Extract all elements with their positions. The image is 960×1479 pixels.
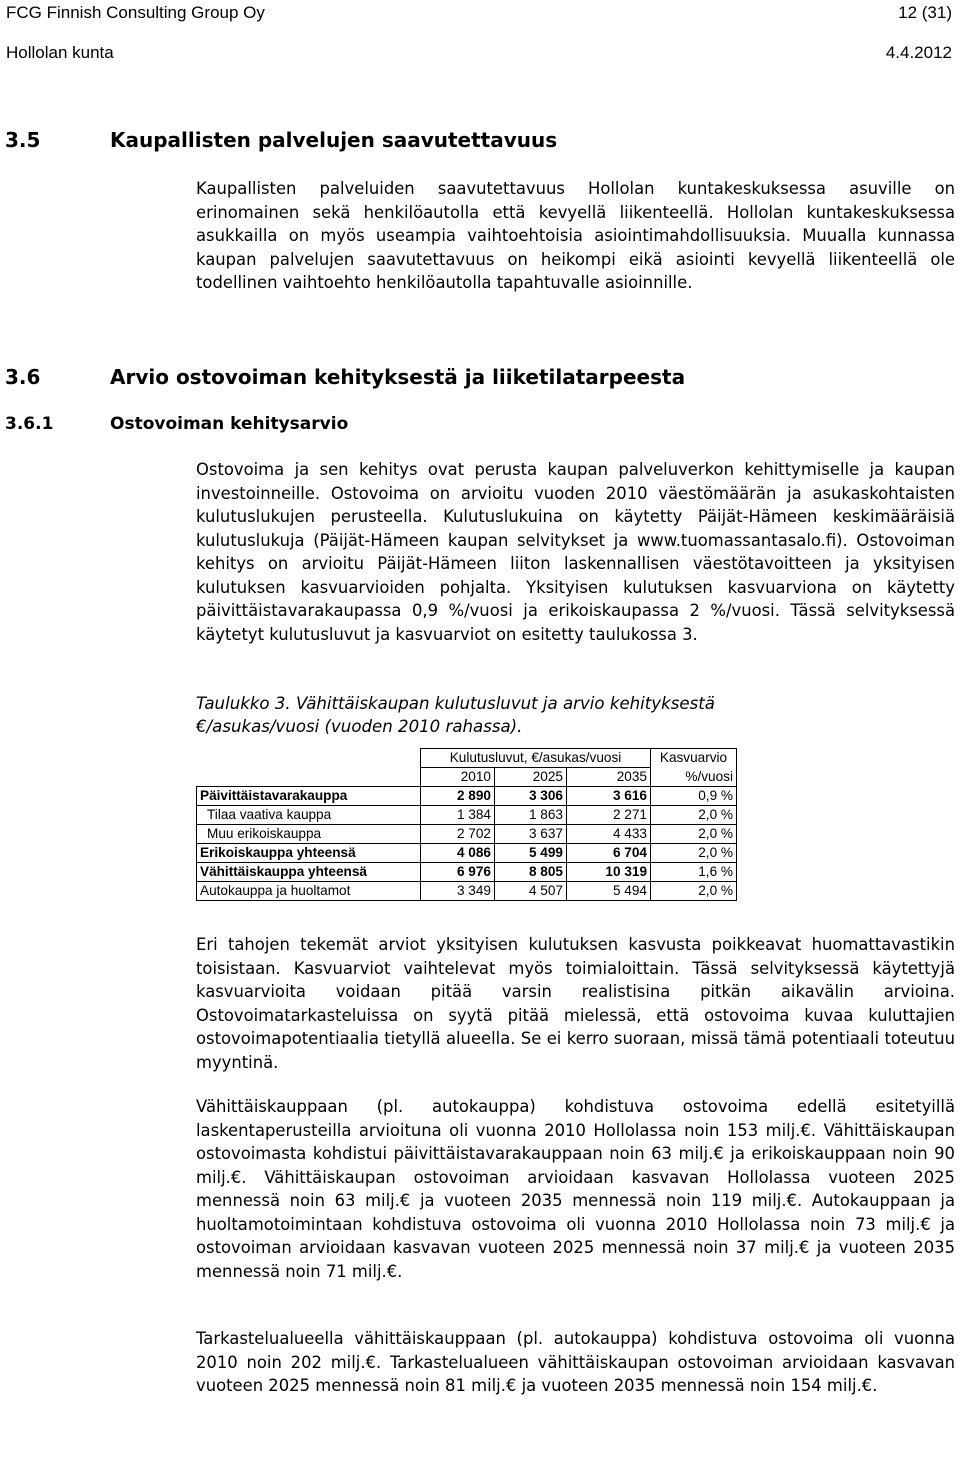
table-row [197, 787, 737, 806]
paragraph-growth-estimates: Eri tahojen tekemät arviot yksityisen kulutuksen kasvusta poikkeavat huomattavastikin toisistaan. Kasvuarviot vaihtelevat myös toimialoittain. Tässä selvityksessä käytettyjä kasvuarvioita voidaan pitää varsin realistisina pitkän aikavälin arvioina. Ostovoimatarkasteluissa on syytä pitää mielessä, että ostovoima kuvaa kuluttajien ostovoimapotentiaalia tietyllä alueella. Se ei kerro suoraan, missä tämä potentiaali toteutuu myyntinä. [196, 935, 955, 1072]
row-label: Vähittäiskauppa yhteensä [197, 863, 421, 882]
cell-2025: 3 637 [495, 825, 567, 844]
table-caption-line-2: €/asukas/vuosi (vuoden 2010 rahassa). [196, 717, 523, 736]
group-header: Kulutusluvut, €/asukas/vuosi [421, 749, 651, 768]
cell-2025: 3 306 [495, 787, 567, 806]
table-row [197, 844, 737, 863]
growth-header-2: %/vuosi [651, 768, 737, 787]
heading-3-6-1 [5, 413, 348, 435]
page-header-line-2 [6, 43, 952, 63]
year-header: 2035 [567, 768, 651, 787]
table-caption [196, 692, 896, 738]
row-label: Autokauppa ja huoltamot [197, 882, 421, 901]
table-row [197, 863, 737, 882]
cell-2010: 2 890 [421, 787, 495, 806]
cell-2035: 6 704 [567, 844, 651, 863]
table-row [197, 806, 737, 825]
cell-2035: 3 616 [567, 787, 651, 806]
cell-2035: 2 271 [567, 806, 651, 825]
consumption-table [196, 748, 737, 901]
cell-2010: 3 349 [421, 882, 495, 901]
table-corner [197, 749, 421, 768]
table-corner [197, 768, 421, 787]
row-label: Tilaa vaativa kauppa [197, 806, 421, 825]
paragraph-study-area-purchasing-power: Tarkastelualueella vähittäiskauppaan (pl. autokauppa) kohdistuva ostovoima oli vuonna 2010 noin 202 milj.€. Tarkastelualueen vähittäiskaupan ostovoiman arvioidaan kasvavan vuoteen 2025 mennessä noin 81 milj.€ ja vuoteen 2035 mennessä noin 154 milj.€. [196, 1329, 955, 1395]
cell-2035: 5 494 [567, 882, 651, 901]
heading-text: Arvio ostovoiman kehityksestä ja liiketilatarpeesta [110, 365, 686, 389]
cell-2035: 10 319 [567, 863, 651, 882]
cell-2010: 1 384 [421, 806, 495, 825]
heading-number: 3.5 [5, 128, 41, 152]
cell-growth: 0,9 % [651, 787, 737, 806]
table-header-row-2 [197, 768, 737, 787]
cell-2025: 1 863 [495, 806, 567, 825]
heading-3-6 [5, 365, 685, 389]
company-name: FCG Finnish Consulting Group Oy [6, 3, 265, 22]
cell-growth: 2,0 % [651, 806, 737, 825]
row-label: Erikoiskauppa yhteensä [197, 844, 421, 863]
heading-text: Ostovoiman kehitysarvio [110, 414, 349, 434]
cell-growth: 2,0 % [651, 825, 737, 844]
paragraph-accessibility: Kaupallisten palveluiden saavutettavuus Hollolan kuntakeskuksessa asuville on erinomainen sekä henkilöautolla että kevyellä liikenteellä. Hollolan kuntakeskuksessa asukkailla on myös useampia vaihtoehtoisia asiointimahdollisuuksia. Muualla kunnassa kaupan palvelujen saavutettavuus on heikompi eikä asiointi kevyellä liikenteellä ole todellinen vaihtoehto henkilöautolla tapahtuvalle asioinnille. [196, 179, 955, 292]
cell-growth: 1,6 % [651, 863, 737, 882]
heading-number: 3.6.1 [5, 414, 54, 434]
row-label: Muu erikoiskauppa [197, 825, 421, 844]
table-caption-line-1: Taulukko 3. Vähittäiskaupan kulutusluvut ja arvio kehityksestä [196, 694, 715, 713]
paragraph-hollola-purchasing-power: Vähittäiskauppaan (pl. autokauppa) kohdistuva ostovoima edellä esitetyillä laskentaperusteilla arvioituna oli vuonna 2010 Hollolassa noin 153 milj.€. Vähittäiskaupan ostovoimasta kohdistui päivittäistavarakauppaan noin 63 milj.€ ja erikoiskauppaan noin 90 milj.€. Vähittäiskaupan ostovoiman arvioidaan kasvavan Hollolassa vuoteen 2025 mennessä noin 63 milj.€ ja vuoteen 2035 mennessä noin 119 milj.€. Autokauppaan ja huoltamotoimintaan kohdistuva ostovoima oli vuonna 2010 Hollolassa noin 73 milj.€ ja ostovoiman arvioidaan kasvavan vuoteen 2025 mennessä noin 37 milj.€ ja vuoteen 2035 mennessä noin 71 milj.€. [196, 1097, 955, 1281]
cell-2025: 8 805 [495, 863, 567, 882]
heading-number: 3.6 [5, 365, 41, 389]
page-header-line-1 [6, 3, 952, 23]
page-number: 12 (31) [898, 3, 952, 22]
cell-2010: 6 976 [421, 863, 495, 882]
cell-2010: 2 702 [421, 825, 495, 844]
client-name: Hollolan kunta [6, 43, 114, 62]
row-label: Päivittäistavarakauppa [197, 787, 421, 806]
year-header: 2025 [495, 768, 567, 787]
cell-2010: 4 086 [421, 844, 495, 863]
cell-growth: 2,0 % [651, 882, 737, 901]
year-header: 2010 [421, 768, 495, 787]
document-date: 4.4.2012 [885, 43, 952, 62]
heading-text: Kaupallisten palvelujen saavutettavuus [110, 128, 558, 152]
table-row [197, 825, 737, 844]
cell-2025: 5 499 [495, 844, 567, 863]
cell-growth: 2,0 % [651, 844, 737, 863]
growth-header-1: Kasvuarvio [651, 749, 737, 768]
table-header-row-1 [197, 749, 737, 768]
cell-2035: 4 433 [567, 825, 651, 844]
table-row [197, 882, 737, 901]
paragraph-purchasing-power: Ostovoima ja sen kehitys ovat perusta kaupan palveluverkon kehittymiselle ja kaupan investoinneille. Ostovoima on arvioitu vuoden 2010 väestömäärän ja asukaskohtaisten kulutuslukujen perusteella. Kulutuslukuina on käytetty Päijät-Hämeen keskimääräisiä kulutuslukuja (Päijät-Hämeen kaupan selvitykset ja www.tuomassantasalo.fi). Ostovoiman kehitys on arvioitu Päijät-Hämeen liiton laskennallisen väestötavoitteen ja yksityisen kulutuksen kasvuarvioiden pohjalta. Yksityisen kulutuksen kasvuarviona on käytetty päivittäistavarakaupassa 0,9 %/vuosi ja erikoiskaupassa 2 %/vuosi. Tässä selvityksessä käytetyt kulutusluvut ja kasvuarviot on esitetty taulukossa 3. [196, 460, 955, 644]
cell-2025: 4 507 [495, 882, 567, 901]
heading-3-5 [5, 128, 557, 152]
